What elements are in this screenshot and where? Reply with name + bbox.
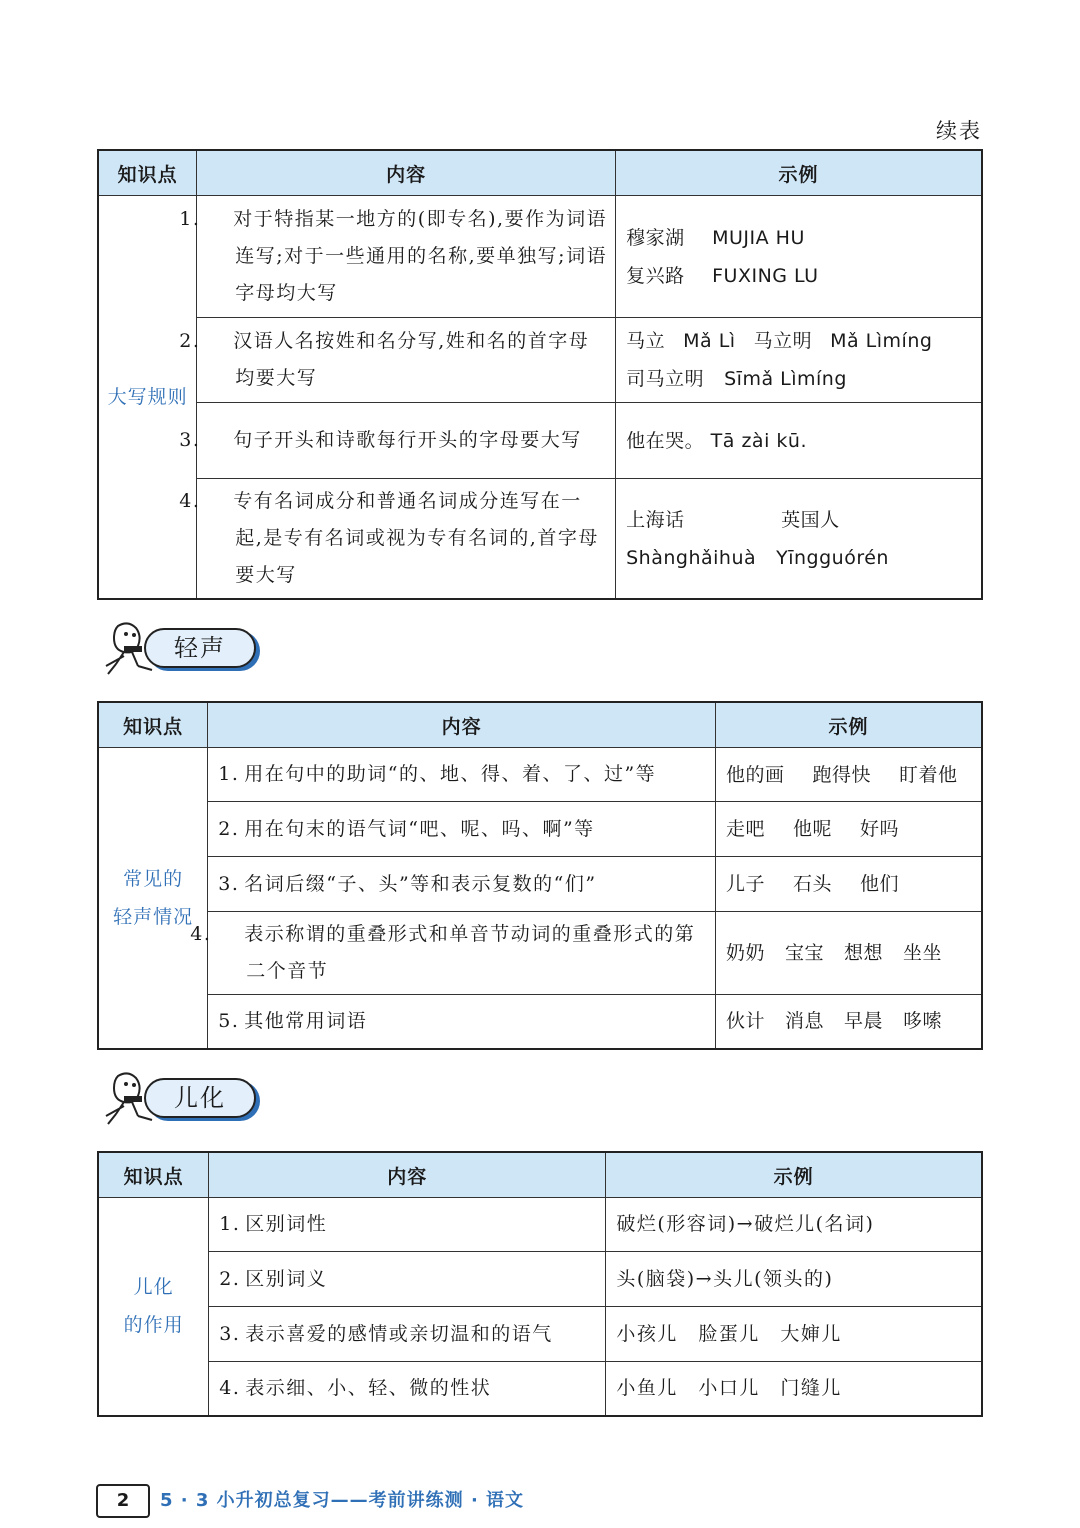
example-cell: 走吧 他呢 好吗: [715, 802, 982, 857]
content-cell: 2. 汉语人名按姓和名分写,姓和名的首字母均要大写: [197, 318, 616, 403]
table-header-row: [98, 150, 982, 196]
book-title: 5 · 3 小升初总复习——考前讲练测 · 语文: [160, 1490, 525, 1511]
header-kp: 知识点: [98, 702, 208, 748]
page-number: 2: [96, 1484, 150, 1518]
table-row: [98, 912, 982, 995]
erhua-table: [97, 1151, 983, 1417]
header-kp: 知识点: [98, 150, 197, 196]
table-row: [98, 1252, 982, 1307]
header-content: 内容: [209, 1152, 606, 1198]
knowledge-point-cell: 大写规则: [98, 196, 197, 600]
table-row: [98, 1362, 982, 1416]
header-content: 内容: [208, 702, 716, 748]
table-row: [98, 318, 982, 403]
header-kp: 知识点: [98, 1152, 209, 1198]
header-content: 内容: [197, 150, 616, 196]
content-cell: 4. 表示细、小、轻、微的性状: [209, 1362, 606, 1416]
example-cell: 小孩儿 脸蛋儿 大婶儿: [606, 1307, 982, 1362]
content-cell: 1. 对于特指某一地方的(即专名),要作为词语连写;对于一些通用的名称,要单独写;词语字母均大写: [197, 196, 616, 318]
table-row: [98, 196, 982, 318]
table-header-row: [98, 1152, 982, 1198]
content-cell: 2. 区别词义: [209, 1252, 606, 1307]
example-cell: 他在哭。 Tā zài kū.: [616, 403, 982, 479]
content-cell: 4. 专有名词成分和普通名词成分连写在一起,是专有名词或视为专有名词的,首字母要大写: [197, 479, 616, 600]
knowledge-point-cell: 常见的 轻声情况: [98, 748, 208, 1049]
example-cell: 头(脑袋)→头儿(领头的): [606, 1252, 982, 1307]
content-cell: 4. 表示称谓的重叠形式和单音节动词的重叠形式的第二个音节: [208, 912, 716, 995]
table-row: [98, 1198, 982, 1252]
table-row: [98, 995, 982, 1049]
header-example: 示例: [606, 1152, 982, 1198]
section-title-neutral-tone: [98, 618, 268, 678]
example-cell: 上海话 英国人 Shànghǎihuà Yīngguórén: [616, 479, 982, 600]
section-title-pill: 儿化: [144, 1078, 256, 1118]
content-cell: 1. 用在句中的助词“的、地、得、着、了、过”等: [208, 748, 716, 802]
example-cell: 小鱼儿 小口儿 门缝儿: [606, 1362, 982, 1416]
table-row: [98, 748, 982, 802]
section-title-pill: 轻声: [144, 628, 256, 668]
table-row: [98, 857, 982, 912]
table-row: [98, 1307, 982, 1362]
neutral-tone-table: [97, 701, 983, 1050]
example-cell: 穆家湖 MUJIA HU 复兴路 FUXING LU: [616, 196, 982, 318]
table-header-row: [98, 702, 982, 748]
table-row: [98, 403, 982, 479]
continued-label: 续表: [936, 119, 982, 143]
page-footer: [96, 1480, 696, 1524]
example-cell: 伙计 消息 早晨 哆嗦: [715, 995, 982, 1049]
knowledge-point-cell: 儿化 的作用: [98, 1198, 209, 1416]
content-cell: 3. 表示喜爱的感情或亲切温和的语气: [209, 1307, 606, 1362]
example-cell: 奶奶 宝宝 想想 坐坐: [715, 912, 982, 995]
content-cell: 1. 区别词性: [209, 1198, 606, 1252]
table-row: [98, 479, 982, 600]
example-cell: 马立 Mǎ Lì 马立明 Mǎ Lìmíng 司马立明 Sīmǎ Lìmíng: [616, 318, 982, 403]
capitalization-table: [97, 149, 983, 600]
header-example: 示例: [715, 702, 982, 748]
example-cell: 他的画 跑得快 盯着他: [715, 748, 982, 802]
section-title-erhua: [98, 1068, 268, 1128]
example-cell: 儿子 石头 他们: [715, 857, 982, 912]
content-cell: 5. 其他常用词语: [208, 995, 716, 1049]
content-cell: 2. 用在句末的语气词“吧、呢、吗、啊”等: [208, 802, 716, 857]
table-row: [98, 802, 982, 857]
content-cell: 3. 句子开头和诗歌每行开头的字母要大写: [197, 403, 616, 479]
header-example: 示例: [616, 150, 982, 196]
example-cell: 破烂(形容词)→破烂儿(名词): [606, 1198, 982, 1252]
content-cell: 3. 名词后缀“子、头”等和表示复数的“们”: [208, 857, 716, 912]
